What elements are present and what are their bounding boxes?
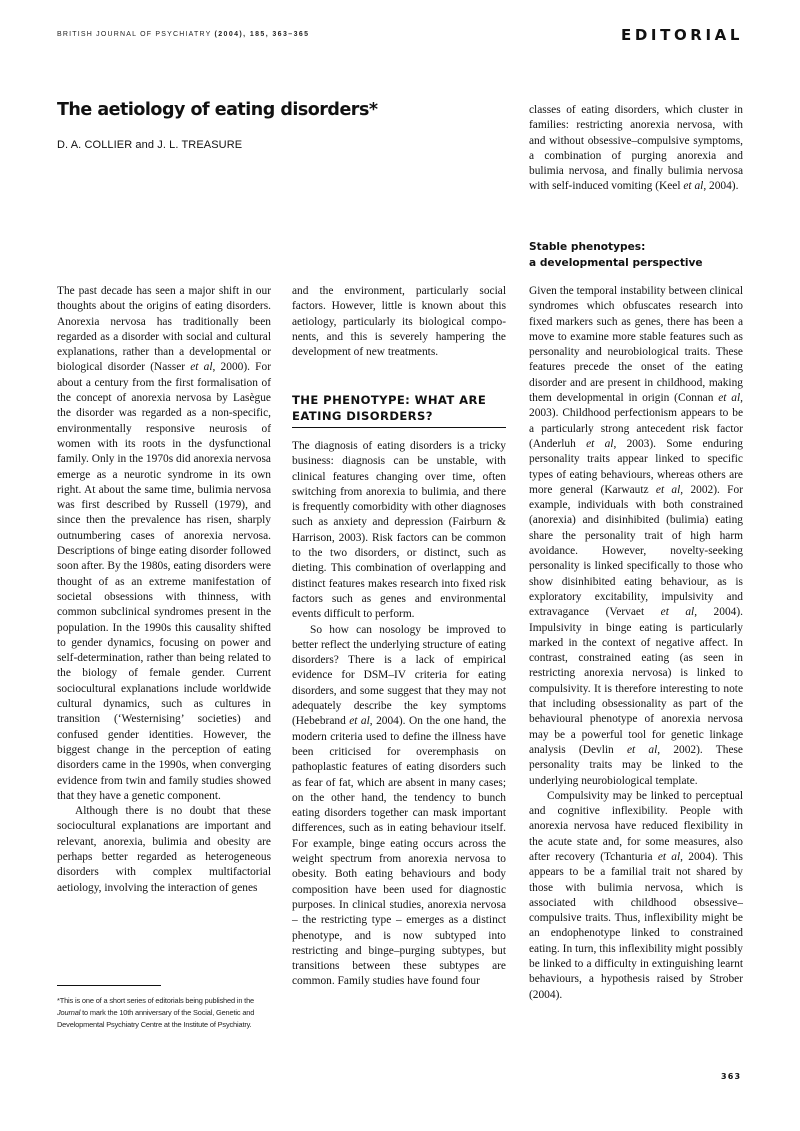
column-2-top [292,284,506,360]
column-2-body [292,439,506,990]
subsection-heading-stable-phenotypes [529,240,743,271]
section-label: EDITORIAL [621,26,743,44]
footnote-rule [57,985,161,986]
section-heading-phenotype: THE PHENOTYPE: WHAT ARE EATING DISORDERS? [292,393,506,428]
paragraph: The diagnosis of eating disorders is a tricky business: diagnosis can be unstable, with clinical features changing over time, often switching from anorexia to bulimia, and there is frequently comorbidity with other diagnoses such as anxiety and depression (Fairburn & Harrison, 2003). Risk factors can be common to the two disorders, or distinct, such as dieting. This combination of overlapping and distinct features makes research into fixed risk factors such as genes and environmental events difficult to perform. [292,440,506,621]
paragraph: Given the temporal instability between clinical syndromes which obfuscates research into fixed markers such as genes, there has been a move to examine more stable features such as personality and neurobiological traits. These features precede the onset of the eating disorder and are present in childhood, making them developmental in origin (Connan et al, 2003). Childhood perfectionism appears to be a particularly strong antecedent risk factor (Anderluh et al, 2003). Some enduring personality traits appear linked to specific types of eating behaviours, whereas others are more general (Karwautz et al, 2002). For example, individuals with both constrained (anorexia) and disinhibited (bulimia) eating share the personality trait of high harm avoidance. However, novelty-seeking personality is linked specifically to those who show disinhibited eating behaviour, as is exploratory excitability, impulsivity and extravagance (Vervaet et al, 2004). Impulsivity in binge eating is particularly marked in the context of negative affect. In contrast, constrained eating (as seen in restricting anorexia nervosa) is linked to compulsivity. It is therefore interesting to note that including obsessionality as part of the behavioural phenotype of anorexia nervosa may be a powerful tool for genetic linkage analysis (Devlin et al, 2002). These personality traits may be linked to the underlying neurobiological template. [529,285,743,787]
paragraph: So how can nosology be improved to better reflect the underlying structure of eating disorders? There is a lack of empirical evidence for DSM–IV criteria for eating disorders, and some suggest that they may not adequately describe the key symptoms (Hebebrand et al, 2004). On the one hand, the modern criteria used to define the illness have been criticised for overemphasis on pathoplastic features of eating disorders such as fear of fat, which are absent in many cases; on the other hand, the tendency to bunch eating disorders together can mask important differences, such as in eating behaviour itself. For example, binge eating occurs across the weight spectrum from anorexia nervosa to obesity. Both eating behaviours and body composition have been used for diagnostic purposes. In clinical studies, anorexia nervosa – the restricting type – emerges as a distinct phenotype, and is now subtyped into restricting and binge–purging subtypes, but transitions between these subtypes are common. Family studies have found four [292,623,507,988]
footnote: *This is one of a short series of editorials being published in the Journal to mark the 10th anniversary of the Social, Genetic and Developmental Psychiatry Centre at the Institute of Psychiatry. [57,996,255,1030]
column-1 [57,284,271,896]
article-title: The aetiology of eating disorders* [57,100,378,120]
journal-name: BRITISH JOURNAL OF PSYCHIATRY [57,31,212,38]
running-head [57,31,309,38]
article-authors: D. A. COLLIER and J. L. TREASURE [57,139,243,151]
paragraph: and the environment, particularly social factors. However, little is known about this aetiology, particularly its biological components, and this is severely hampering the development of new treatments. [292,285,506,359]
heading-line: a developmental perspective [529,256,703,269]
paragraph: The past decade has seen a major shift in our thoughts about the origins of eating disorders. Anorexia nervosa has traditionally been regarded as a disorder with social and cultural explanations, rather than a developmental or biological disorder (Nasser et al, 2000). For about a century from the first formalisation of the concept of anorexia nervosa by Lasègue the disorder was regarded as a non-specific, environmentally responsive neurosis of women with its roots in the dysfunctional family. Only in the 1970s did anorexia nervosa emerge as a neurotic syndrome in its own right. At about the same time, bulimia nervosa was first described by Russell (1979), and since then the prevalence has risen, sharply outnumbering cases of anorexia nervosa. Descriptions of binge eating disorder followed soon after. By the 1980s, eating disorders were thought of as an extreme manifestation of societal obsessions with thinness, with common subclinical syndromes present in the population. In the 1990s this causality shifted to gender dynamics, focusing on power and self-determination, rather than being related to the biology of female gender. Current sociocultural explanations include worldwide cultural dynamics, such as cultures in transition (‘Westernising’ societies) and confused gender identities. However, the biggest change in the perception of eating disorders came in the 1990s, when converging evidence from twin and family studies showed that they have a genetic component. [57,285,271,802]
page-number: 363 [721,1072,742,1081]
journal-citation: (2004), 185, 363–365 [214,31,310,38]
column-3-top [529,103,743,195]
paragraph: Compulsivity may be linked to perceptual and cognitive inflexibility. People with anorexia nervosa have reduced flexibility in the acute state and, for some measures, also after recovery (Tchanturia et al, 2004). This appears to be a familial trait not shared by those with bulimia nervosa, which is associated with childhood obsessive–compulsive traits. Thus, inflexibility might be an endophenotype linked to constrained eating. In turn, this inflexibility might possibly be linked to a difficulty in extinguishing learnt behaviours, a hypothesis raised by Strober (2004). [529,789,743,1001]
heading-line: Stable phenotypes: [529,241,646,253]
paragraph: Although there is no doubt that these sociocultural explanations are important and relevant, anorexia, bulimia and obesity are perhaps better regarded as heterogeneous disorders with complex multifactorial aetiology, involving the interaction of genes [57,805,271,894]
paragraph: classes of eating disorders, which cluster in families: restricting anorexia nervosa, with and without obsessive–compulsive symptoms, a combination of purging anorexia and bulimia nervosa, and finally bulimia nervosa with self-induced vomiting (Keel et al, 2004). [529,104,743,193]
column-3-body [529,284,743,1003]
